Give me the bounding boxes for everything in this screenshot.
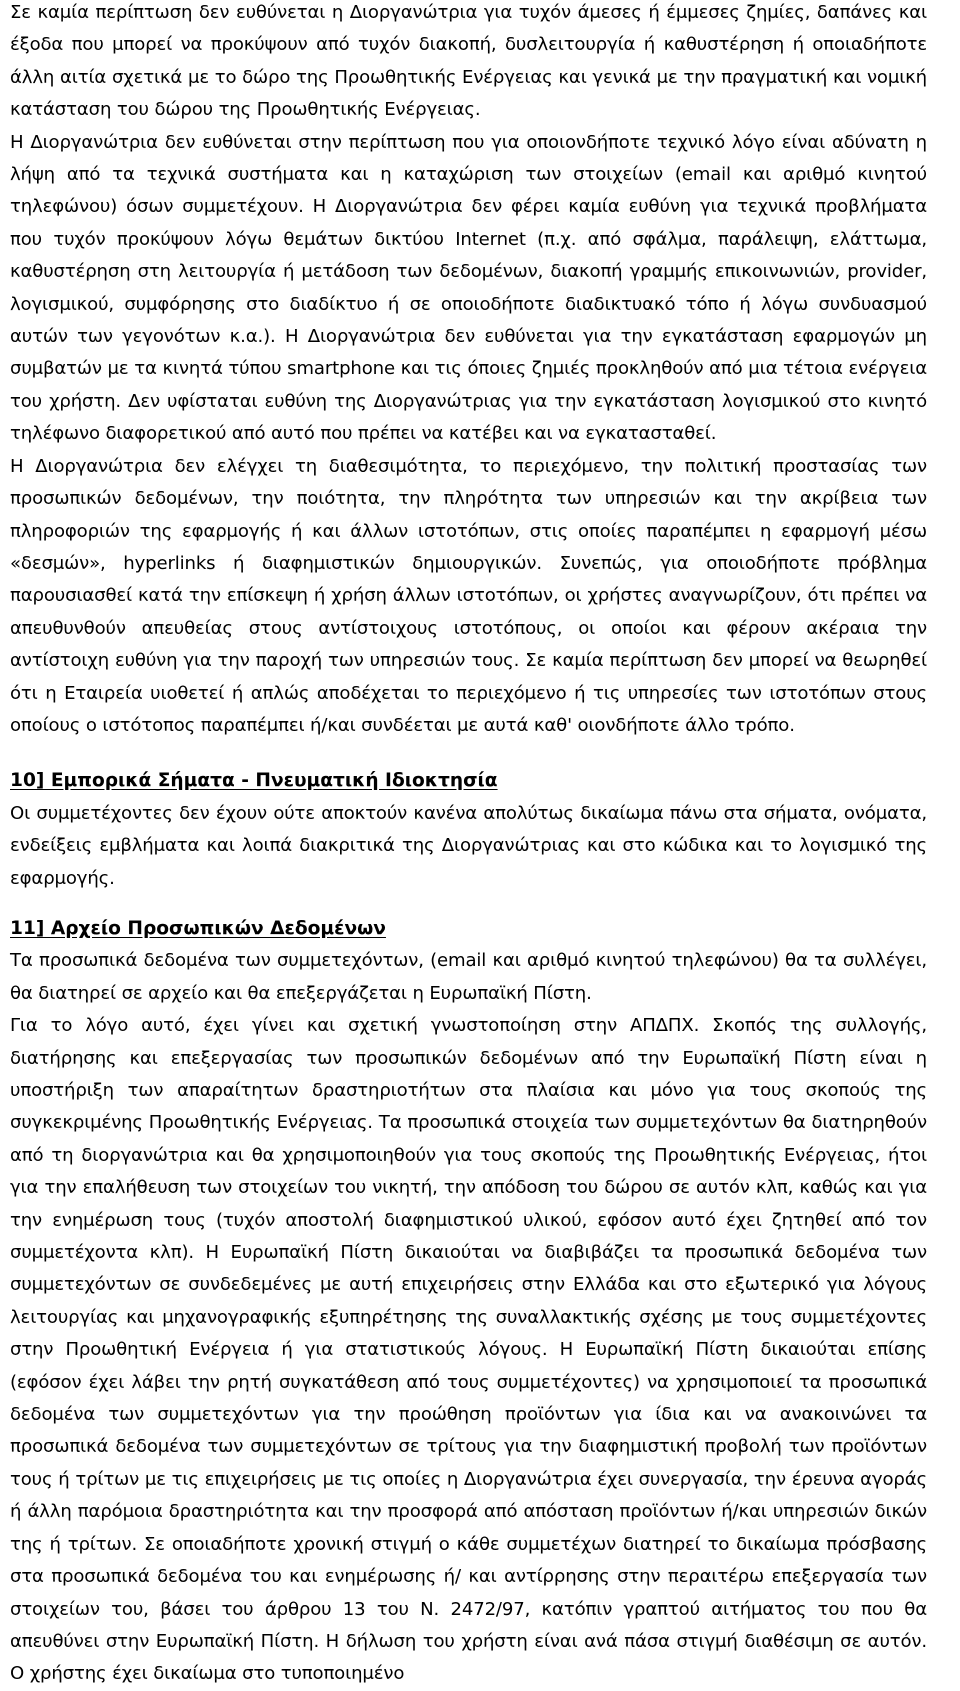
section-spacer [10,742,927,765]
section-liability [10,0,927,742]
liability-paragraph-technical: Η Διοργανώτρια δεν ευθύνεται στην περίπτωση που για οποιονδήποτε τεχνικό λόγο είναι αδύνατη η λήψη από τα τεχνικά συστήματα και η καταχώριση των στοιχείων (email και αριθμό κινητού τηλεφώνου) όσων συμμετέχουν. Η Διοργανώτρια δεν φέρει καμία ευθύνη για τεχνικά προβλήματα που τυχόν προκύψουν λόγω θεμάτων δικτύου Internet (π.χ. από σφάλμα, παράλειψη, ελάττωμα, καθυστέρηση στη λειτουργία ή μετάδοση των δεδομένων, διακοπή γραμμής επικοινωνιών, provider, λογισμικού, συμφόρησης στο διαδίκτυο ή σε οποιοδήποτε διαδικτυακό τόπο ή λόγω συνδυασμού αυτών των γεγονότων κ.α.). Η Διοργανώτρια δεν ευθύνεται για την εγκατάσταση εφαρμογών μη συμβατών με τα κινητά τύπου smartphone και τις όποιες ζημιές προκληθούν από μια τέτοια ενέργεια του χρήστη. Δεν υφίσταται ευθύνη της Διοργανώτριας για την εγκατάσταση λογισμικού στο κινητό τηλέφωνο διαφορετικού από αυτό που πρέπει να κατέβει και να εγκατασταθεί. [10,131,927,445]
liability-paragraph-third-party-sites: Η Διοργανώτρια δεν ελέγχει τη διαθεσιμότητα, το περιεχόμενο, την πολιτική προστασίας των προσωπικών δεδομένων, την ποιότητα, την πληρότητα των υπηρεσιών και την ακρίβεια των πληροφοριών της εφαρμογής ή και άλλων ιστοτόπων, στις οποίες παραπέμπει η εφαρμογή μέσω «δεσμών», hyperlinks ή διαφημιστικών δημιουργικών. Συνεπώς, για οποιοδήποτε πρόβλημα παρουσιασθεί κατά την επίσκεψη ή χρήση άλλων ιστοτόπων, οι χρήστες αναγνωρίζουν, ότι πρέπει να απευθυνθούν απευθείας στους αντίστοιχους ιστοτόπους, οι οποίοι και φέρουν ακέραια την αντίστοιχη ευθύνη για την παροχή των υπηρεσιών τους. Σε καμία περίπτωση δεν μπορεί να θεωρηθεί ότι η Εταιρεία υιοθετεί ή απλώς αποδέχεται το περιεχόμενο ή τις υπηρεσίες των ιστοτόπων στους οποίους ο ιστότοπος παραπέμπει ή/και συνδέεται με αυτά καθ' οιονδήποτε άλλο τρόπο. [10,455,927,736]
section-11-heading: 11] Αρχείο Προσωπικών Δεδομένων [10,917,386,939]
liability-paragraph-gift: Σε καμία περίπτωση δεν ευθύνεται η Διοργανώτρια για τυχόν άμεσες ή έμμεσες ζημίες, δαπάνες και έξοδα που μπορεί να προκύψουν από τυχόν διακοπή, δυσλειτουργία ή καθυστέρηση ή οποιαδήποτε άλλη αιτία σχετικά με το δώρο της Προωθητικής Ενέργειας και γενικά με την πραγματική και νομική κατάσταση του δώρου της Προωθητικής Ενέργειας. [10,2,927,121]
personal-data-paragraph-collection: Τα προσωπικά δεδομένα των συμμετεχόντων, (email και αριθμό κινητού τηλεφώνου) θα τα συλλέγει, θα διατηρεί σε αρχείο και θα επεξεργάζεται η Ευρωπαϊκή Πίστη. [10,950,927,1004]
section-spacer [10,895,927,913]
section-trademarks [10,765,927,895]
personal-data-paragraph-processing: Για το λόγο αυτό, έχει γίνει και σχετική γνωστοποίηση στην ΑΠΔΠΧ. Σκοπός της συλλογής, διατήρησης και επεξεργασίας των προσωπικών δεδομένων από την Ευρωπαϊκή Πίστη είναι η υποστήριξη των απαραίτητων δραστηριοτήτων στα πλαίσια και μόνο για τους σκοπούς της συγκεκριμένης Προωθητικής Ενέργειας. Τα προσωπικά στοιχεία των συμμετεχόντων θα διατηρηθούν από τη διοργανώτρια και θα χρησιμοποιηθούν για τους σκοπούς της Προωθητικής Ενέργειας, ήτοι για την επαλήθευση των στοιχείων του νικητή, την απόδοση του δώρου σε αυτόν κλπ, καθώς και για την ενημέρωση τους (τυχόν αποστολή διαφημιστικού υλικού, εφόσον αυτό έχει ζητηθεί από τον συμμετέχοντα κλπ). Η Ευρωπαϊκή Πίστη δικαιούται να διαβιβάζει τα προσωπικά δεδομένα των συμμετεχόντων σε συνδεδεμένες με αυτή επιχειρήσεις στην Ελλάδα και στο εξωτερικό για λόγους λειτουργίας και μηχανογραφικής εξυπηρέτησης της συναλλακτικής σχέσης με τους συμμετέχοντες στην Προωθητική Ενέργεια ή για στατιστικούς λόγους. Η Ευρωπαϊκή Πίστη δικαιούται επίσης (εφόσον έχει λάβει την ρητή συγκατάθεση από τους συμμετέχοντες) να χρησιμοποιεί τα προσωπικά δεδομένα των συμμετεχόντων για την προώθηση προϊόντων για ίδια και να ανακοινώνει τα προσωπικά δεδομένα των συμμετεχόντων σε τρίτους για την διαφημιστική προβολή των προϊόντων τους ή τρίτων με τις επιχειρήσεις με τις οποίες η Διοργανώτρια έχει συνεργασία, την έρευνα αγοράς ή άλλη παρόμοια δραστηριότητα και την προσφορά από απόσταση προϊόντων ή/και υπηρεσιών δικών της ή τρίτων. Σε οποιαδήποτε χρονική στιγμή ο κάθε συμμετέχων διατηρεί το δικαίωμα πρόσβασης στα προσωπικά δεδομένα του και ενημέρωσης ή/ και αντίρρησης στην περαιτέρω επεξεργασία των στοιχείων του, βάσει του άρθρου 13 του Ν. 2472/97, κατόπιν γραπτού αιτήματος του που θα απευθύνει στην Ευρωπαϊκή Πίστη. Η δήλωση του χρήστη είναι ανά πάσα στιγμή διαθέσιμη σε αυτόν. Ο χρήστης έχει δικαίωμα στο τυποποιημένο [10,1015,927,1685]
trademarks-paragraph: Οι συμμετέχοντες δεν έχουν ούτε αποκτούν κανένα απολύτως δικαίωμα πάνω στα σήματα, ονόματα, ενδείξεις εμβλήματα και λοιπά διακριτικά της Διοργανώτριας και στο κώδικα και το λογισμικό της εφαρμογής. [10,802,927,889]
terms-document [10,0,927,1691]
section-10-heading: 10] Εμπορικά Σήματα - Πνευματική Ιδιοκτησία [10,770,498,792]
section-personal-data [10,913,927,1691]
